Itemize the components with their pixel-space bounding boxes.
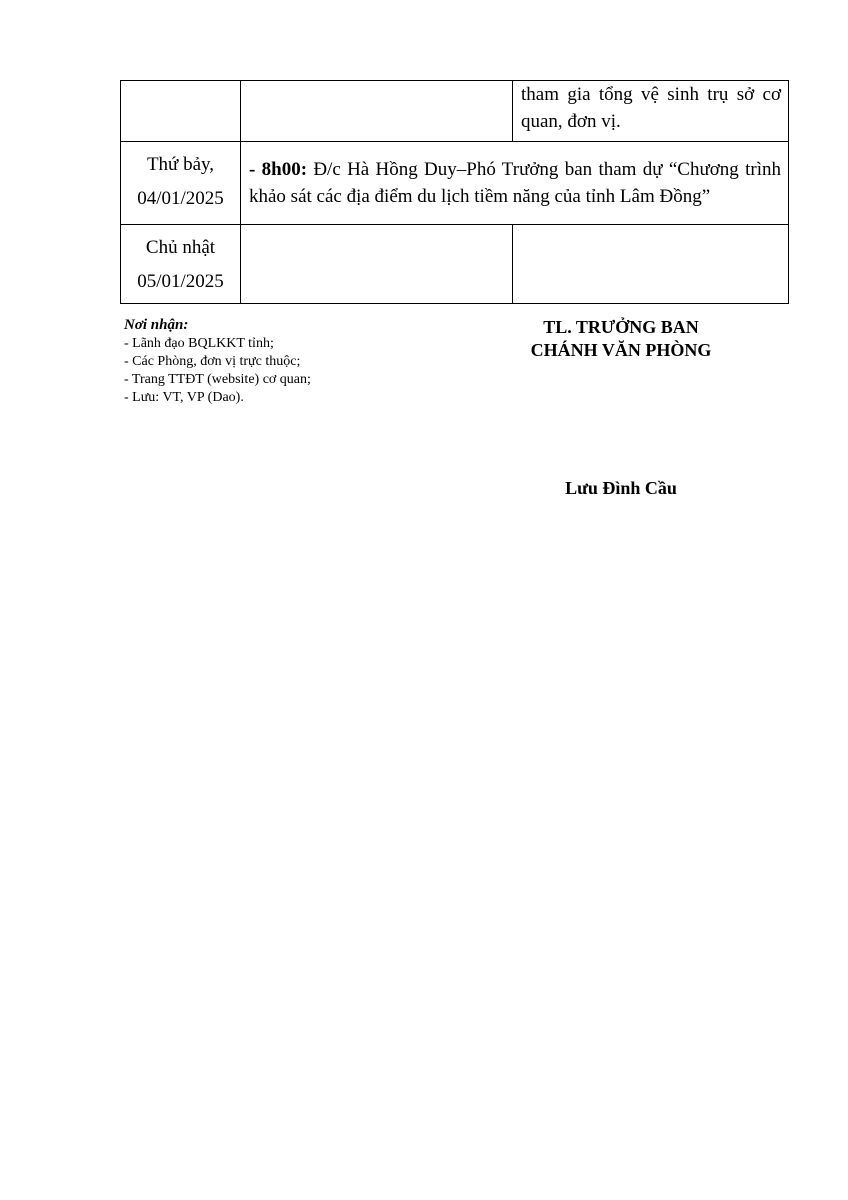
day-label: Thứ bảy, [146, 154, 215, 175]
recipients-title: Nơi nhận: [124, 317, 189, 333]
list-item: - Trang TTĐT (website) cơ quan; [124, 372, 311, 387]
day-cell [121, 225, 241, 304]
signature-block [490, 316, 752, 362]
schedule-cell [241, 225, 513, 304]
table-row [121, 225, 789, 304]
recipients-block [124, 316, 311, 407]
day-date: 04/01/2025 [137, 188, 224, 209]
table-row [121, 142, 789, 225]
day-cell [121, 142, 241, 225]
recipients-list [124, 335, 311, 407]
signature-title-line1: TL. TRƯỞNG BAN [543, 317, 699, 337]
event-entry [241, 142, 788, 210]
schedule-cell [513, 81, 789, 142]
day-label: Chủ nhật [145, 237, 216, 258]
list-item: - Lãnh đạo BQLKKT tỉnh; [124, 336, 274, 351]
signer-name: Lưu Đình Cầu [565, 478, 677, 498]
schedule-cell [513, 225, 789, 304]
day-cell [121, 81, 241, 142]
day-date: 05/01/2025 [137, 271, 224, 292]
table-row [121, 81, 789, 142]
list-item: - Các Phòng, đơn vị trực thuộc; [124, 354, 301, 369]
schedule-cell [241, 81, 513, 142]
event-description: Đ/c Hà Hồng Duy–Phó Trưởng ban tham dự “Chương trình khảo sát các địa điểm du lịch tiềm năng của tỉnh Lâm Đồng” [249, 159, 781, 207]
signature-title-line2: CHÁNH VĂN PHÒNG [530, 340, 712, 360]
cell-text: tham gia tổng vệ sinh trụ sở cơ quan, đơn vị. [521, 84, 781, 132]
schedule-cell [241, 142, 789, 225]
list-item: - Lưu: VT, VP (Dao). [124, 390, 244, 405]
schedule-table [120, 80, 789, 304]
event-time: - 8h00: [249, 159, 308, 180]
